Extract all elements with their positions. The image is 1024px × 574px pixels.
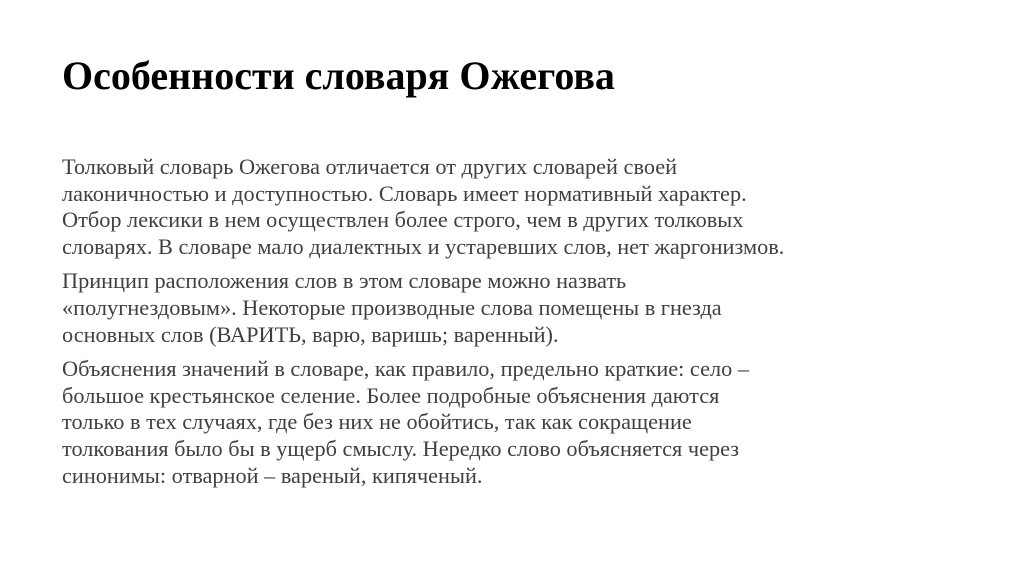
paragraph-line: толкования было бы в ущерб смыслу. Нередко слово объясняется через — [62, 435, 740, 461]
body-paragraph-1 — [62, 154, 962, 260]
body-paragraph-3 — [62, 356, 962, 489]
slide-title: Особенности словаря Ожегова — [62, 53, 615, 98]
paragraph-line: Толковый словарь Ожегова отличается от других словарей своей — [62, 154, 678, 179]
paragraph-line: лаконичностью и доступностью. Словарь имеет нормативный характер. — [62, 180, 747, 206]
paragraph-line: только в тех случаях, где без них не обойтись, так как сокращение — [62, 409, 692, 435]
paragraph-line: основных слов (ВАРИТЬ, варю, варишь; варенный). — [62, 321, 559, 347]
slide-body — [62, 154, 962, 497]
paragraph-line: Объяснения значений в словаре, как правило, предельно краткие: село – — [62, 356, 749, 382]
paragraph-line: большое крестьянское селение. Более подробные объяснения даются — [62, 382, 720, 408]
paragraph-line: Отбор лексики в нем осуществлен более строго, чем в других толковых — [62, 207, 744, 233]
paragraph-line: Принцип расположения слов в этом словаре можно назвать — [62, 268, 627, 294]
paragraph-line: «полугнездовым». Некоторые производные слова помещены в гнезда — [62, 294, 722, 320]
paragraph-line: словарях. В словаре мало диалектных и устаревших слов, нет жаргонизмов. — [62, 233, 785, 259]
paragraph-line: синонимы: отварной – вареный, кипяченый. — [62, 462, 483, 488]
body-paragraph-2 — [62, 268, 962, 348]
